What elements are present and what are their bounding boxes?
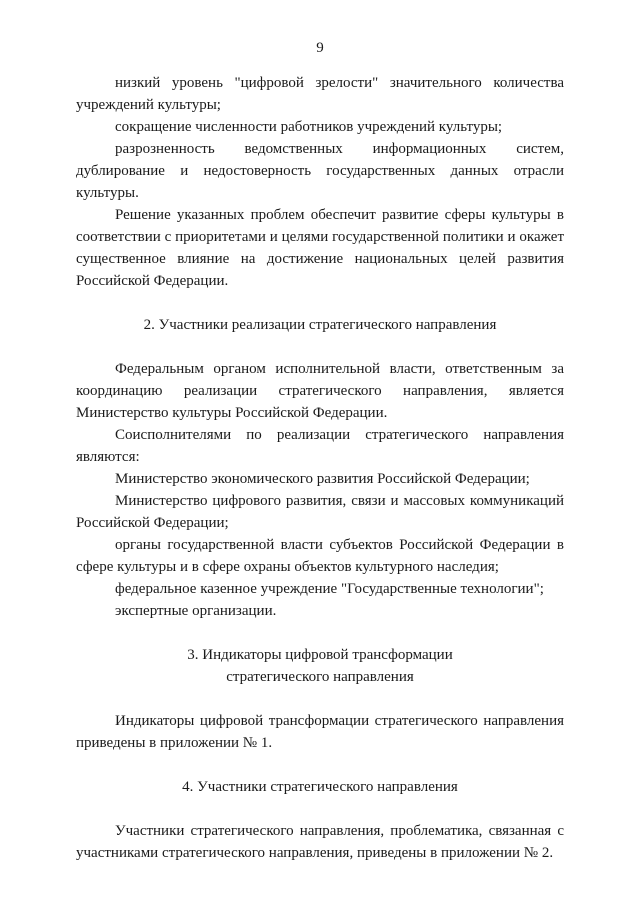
list-item-expert-organizations: экспертные организации. bbox=[115, 603, 277, 619]
paragraph-fragmented-systems: разрозненность ведомственных информационных систем, дублирование и недостоверность государственных данных отрасли культуры. bbox=[76, 141, 564, 201]
paragraph-federal-authority: Федеральным органом исполнительной власти, ответственным за координацию реализации стратегического направления, является Министерство культуры Российской Федерации. bbox=[76, 361, 564, 421]
section-heading-3-line-1: 3. Индикаторы цифровой трансформации bbox=[187, 647, 453, 663]
paragraph-co-executors: Соисполнителями по реализации стратегического направления являются: bbox=[76, 427, 564, 465]
paragraph-participants: Участники стратегического направления, проблематика, связанная с участниками стратегического направления, приведены в приложении № 2. bbox=[76, 823, 564, 861]
list-item-ministry-economy: Министерство экономического развития Российской Федерации; bbox=[115, 471, 530, 487]
section-heading-3 bbox=[76, 644, 564, 688]
section-heading-3-line-2: стратегического направления bbox=[226, 669, 414, 685]
section-heading-4: 4. Участники стратегического направления bbox=[182, 779, 458, 795]
body-text bbox=[76, 72, 564, 864]
paragraph-staff-reduction: сокращение численности работников учреждений культуры; bbox=[115, 119, 503, 135]
section-heading-2: 2. Участники реализации стратегического направления bbox=[143, 317, 497, 333]
list-item-gov-technologies: федеральное казенное учреждение "Государственные технологии"; bbox=[115, 581, 544, 597]
paragraph-solution: Решение указанных проблем обеспечит развитие сферы культуры в соответствии с приоритетами и целями государственной политики и окажет существенное влияние на достижение национальных целей развития Российской Федерации. bbox=[76, 207, 564, 289]
paragraph-indicators: Индикаторы цифровой трансформации стратегического направления приведены в приложении № 1. bbox=[76, 713, 564, 751]
page-number: 9 bbox=[316, 40, 324, 56]
paragraph-low-digital-maturity: низкий уровень "цифровой зрелости" значительного количества учреждений культуры; bbox=[76, 75, 564, 113]
list-item-ministry-digital: Министерство цифрового развития, связи и массовых коммуникаций Российской Федерации; bbox=[76, 493, 564, 531]
list-item-regional-authorities: органы государственной власти субъектов Российской Федерации в сфере культуры и в сфере охраны объектов культурного наследия; bbox=[76, 537, 564, 575]
